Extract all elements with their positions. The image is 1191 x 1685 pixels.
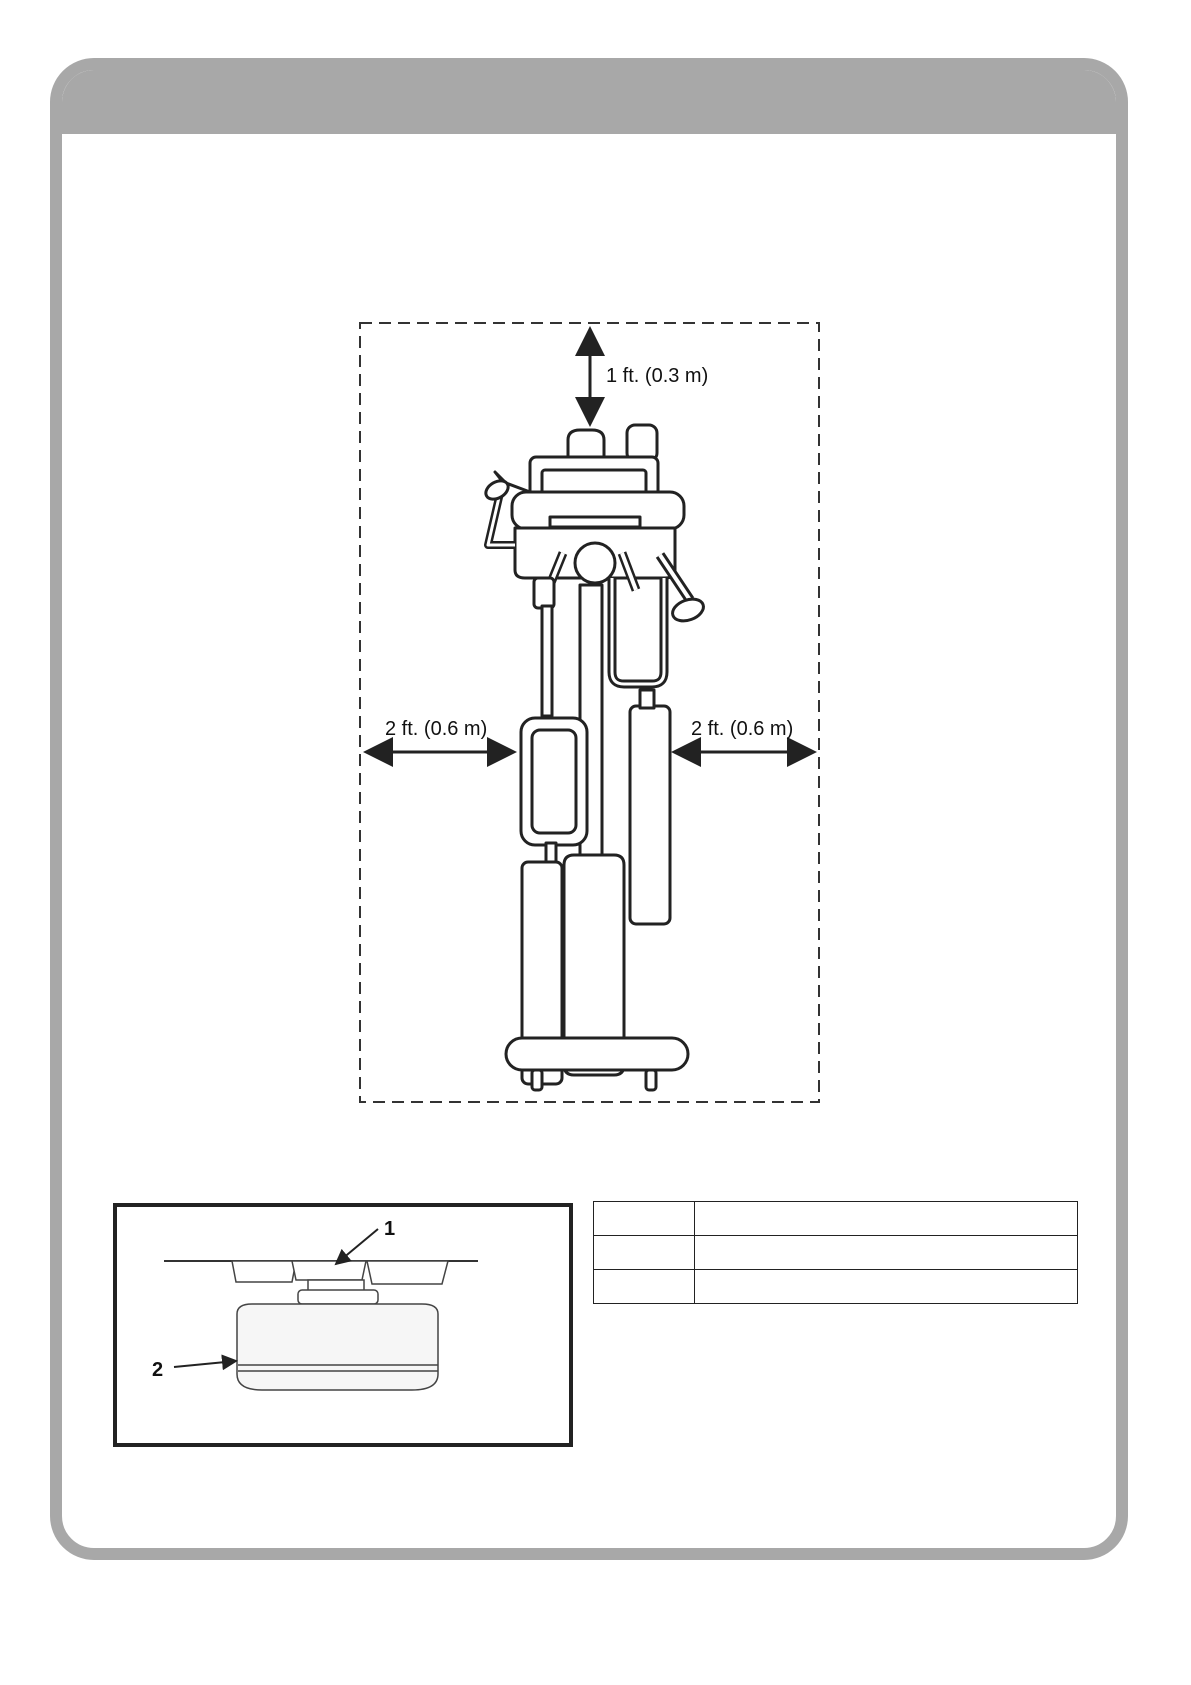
part-number-cell xyxy=(594,1202,695,1236)
part-description-cell xyxy=(695,1202,1078,1236)
part-description-cell xyxy=(695,1270,1078,1304)
parts-table xyxy=(593,1201,1078,1304)
part-description-cell xyxy=(695,1236,1078,1270)
table-row xyxy=(594,1270,1078,1304)
left-clearance-label: 2 ft. (0.6 m) xyxy=(385,718,488,740)
elliptical-machine-illustration xyxy=(483,425,707,1090)
front-clearance-label: 1 ft. (0.3 m) xyxy=(606,365,709,387)
part-number-cell xyxy=(594,1270,695,1304)
leveling-foot-detail xyxy=(112,1202,574,1448)
part-number-cell xyxy=(594,1236,695,1270)
callout-2-label: 2 xyxy=(152,1359,164,1381)
table-row xyxy=(594,1202,1078,1236)
right-clearance-label: 2 ft. (0.6 m) xyxy=(691,718,794,740)
callout-1-label: 1 xyxy=(384,1218,396,1240)
table-row xyxy=(594,1236,1078,1270)
